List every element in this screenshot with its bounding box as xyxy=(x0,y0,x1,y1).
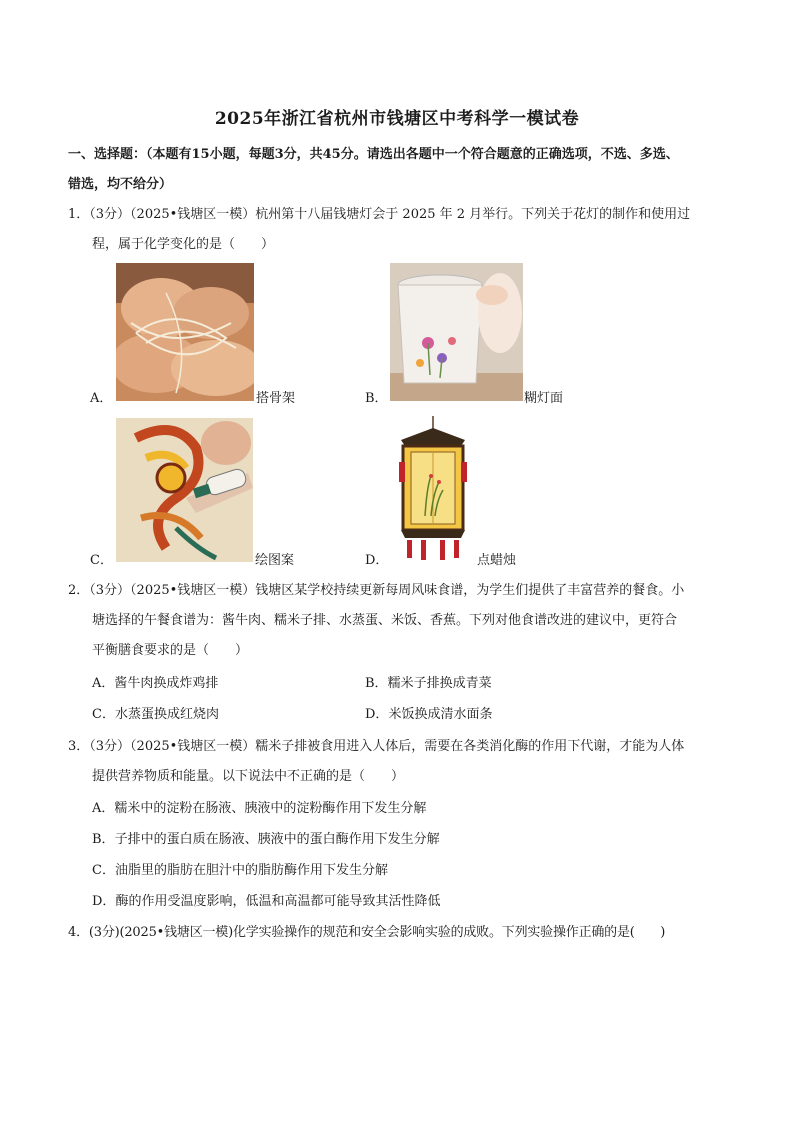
option-c-image xyxy=(116,418,253,562)
q3-option-d: D．酶的作用受温度影响，低温和高温都可能导致其活性降低 xyxy=(92,894,441,909)
q3-option-c: C．油脂里的脂肪在胆汁中的脂肪酶作用下发生分解 xyxy=(92,863,388,878)
question-2-line-1: 2．（3分）（2025•钱塘区一模）钱塘区某学校持续更新每周风味食谱，为学生们提供了丰富营养的餐食。小 xyxy=(68,583,685,598)
option-d-text: 点蜡烛 xyxy=(477,553,517,568)
question-1-line-1: 1．（3分）（2025•钱塘区一模）杭州第十八届钱塘灯会于 2025 年 2 月举行。下列关于花灯的制作和使用过 xyxy=(68,207,691,222)
section-heading-line-1: 一、选择题：（本题有15小题，每题3分，共45分。请选出各题中一个符合题意的正确选项，不选、多选、 xyxy=(68,147,679,162)
option-b-text: 糊灯面 xyxy=(524,391,564,406)
option-a-image xyxy=(116,263,254,401)
q2-option-d: D．米饭换成清水面条 xyxy=(365,707,493,722)
option-a-letter: A． xyxy=(90,391,113,406)
question-2-line-3: 平衡膳食要求的是（ ） xyxy=(92,643,249,658)
option-a-text: 搭骨架 xyxy=(256,391,296,406)
question-4-line-1: 4．(3分)(2025•钱塘区一模)化学实验操作的规范和安全会影响实验的成败。下列实验操作正确的是( ) xyxy=(68,925,666,940)
option-b-image xyxy=(390,263,523,401)
option-c-letter: C． xyxy=(90,553,113,568)
option-b-letter: B． xyxy=(365,391,388,406)
section-heading-line-2: 错选，均不给分） xyxy=(68,177,173,192)
q2-option-a: A．酱牛肉换成炸鸡排 xyxy=(92,676,219,691)
question-3-line-2: 提供营养物质和能量。以下说法中不正确的是（ ） xyxy=(92,769,405,784)
q3-option-a: A．糯米中的淀粉在肠液、胰液中的淀粉酶作用下发生分解 xyxy=(92,801,427,816)
q2-option-c: C．水蒸蛋换成红烧肉 xyxy=(92,707,219,722)
question-3-line-1: 3．（3分）（2025•钱塘区一模）糯米子排被食用进入人体后，需要在各类消化酶的作用下代谢，才能为人体 xyxy=(68,739,685,754)
question-1-line-2: 程，属于化学变化的是（ ） xyxy=(92,237,275,252)
option-c-text: 绘图案 xyxy=(255,553,295,568)
page-title: 2025年浙江省杭州市钱塘区中考科学一模试卷 xyxy=(214,109,580,129)
question-2-line-2: 塘选择的午餐食谱为：酱牛肉、糯米子排、水蒸蛋、米饭、香蕉。下列对他食谱改进的建议中，更符合 xyxy=(92,613,678,628)
q3-option-b: B．子排中的蛋白质在肠液、胰液中的蛋白酶作用下发生分解 xyxy=(92,832,440,847)
option-d-image xyxy=(391,416,475,564)
option-d-letter: D． xyxy=(365,553,389,568)
q2-option-b: B．糯米子排换成青菜 xyxy=(365,676,492,691)
